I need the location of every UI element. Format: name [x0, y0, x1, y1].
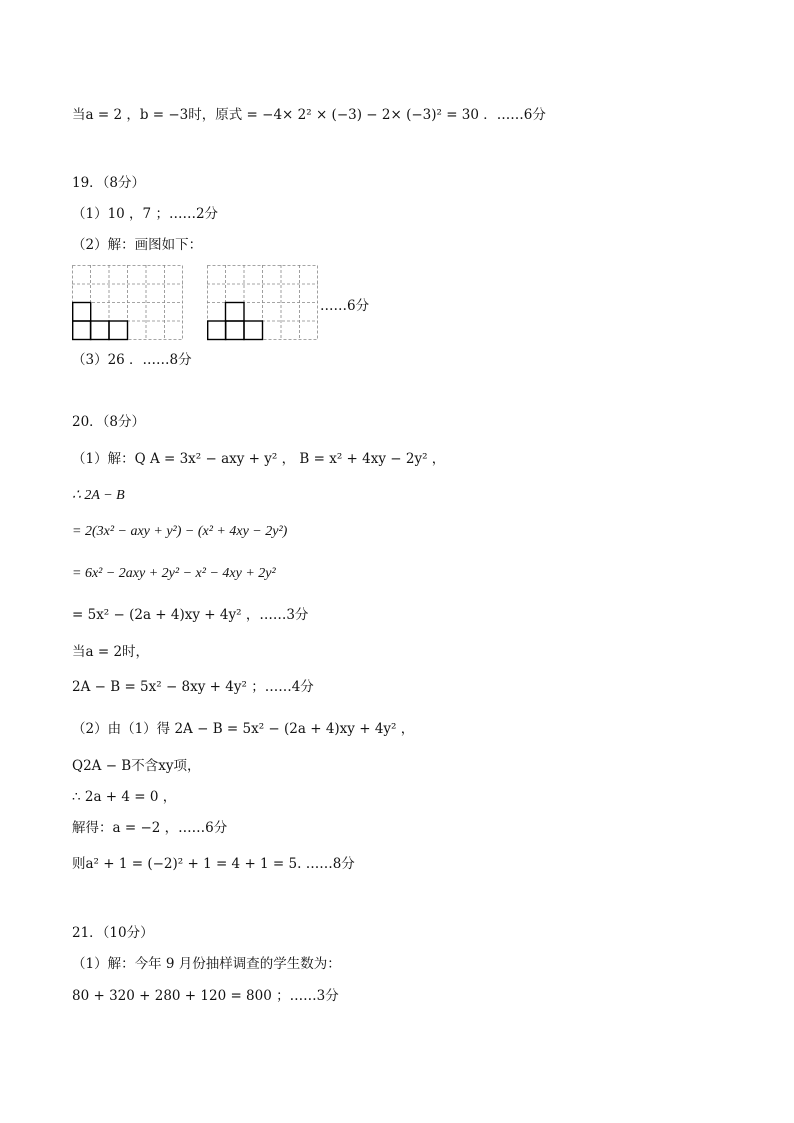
question-19-heading: 19．（8分）	[72, 175, 146, 191]
q19-part2: （2）解：画图如下：	[72, 237, 203, 253]
q20-line4: = 6x² − 2axy + 2y² − x² − 4xy + 2y²	[72, 566, 276, 581]
question-21-heading: 21．（10分）	[72, 925, 154, 941]
q20-line3: = 2(3x² − axy + y²) − (x² + 4xy − 2y²)	[72, 524, 288, 539]
q21-line1: （1）解：今年 9 月份抽样调查的学生数为：	[72, 956, 341, 972]
q20-line9: Q2A − B不含xy项，	[72, 758, 201, 774]
q20-line11: 解得：a = −2 ，……6分	[72, 820, 228, 836]
q20-line10: ∴ 2a + 4 = 0 ，	[72, 789, 177, 805]
answer-line-18-end: 当a = 2 ，b = −3时，原式 = −4× 2² × (−3) − 2× (−3)² = 30 ．……6分	[72, 107, 546, 123]
q20-line2: ∴ 2A − B	[72, 488, 125, 503]
q20-line5: = 5x² − (2a + 4)xy + 4y² ，……3分	[72, 607, 309, 623]
q19-part2-score: ……6分	[320, 298, 370, 314]
q19-part1: （1）10 ，7 ；……2分	[72, 206, 219, 222]
q21-line2: 80 + 320 + 280 + 120 = 800 ；……3分	[72, 988, 339, 1004]
q20-line6: 当a = 2时，	[72, 644, 150, 660]
q20-line8: （2）由（1）得 2A − B = 5x² − (2a + 4)xy + 4y² ，	[72, 721, 415, 737]
question-20-heading: 20．（8分）	[72, 414, 146, 430]
grid-drawing-left	[72, 265, 184, 341]
q20-line7: 2A − B = 5x² − 8xy + 4y² ；……4分	[72, 679, 314, 695]
q20-line12: 则a² + 1 = (−2)² + 1 = 4 + 1 = 5. ……8分	[72, 856, 355, 872]
q20-line1: （1）解：Q A = 3x² − axy + y² ， B = x² + 4xy − 2y² ，	[72, 451, 446, 467]
grid-drawing-right	[207, 265, 319, 341]
q19-part3: （3）26 ．……8分	[72, 352, 192, 368]
